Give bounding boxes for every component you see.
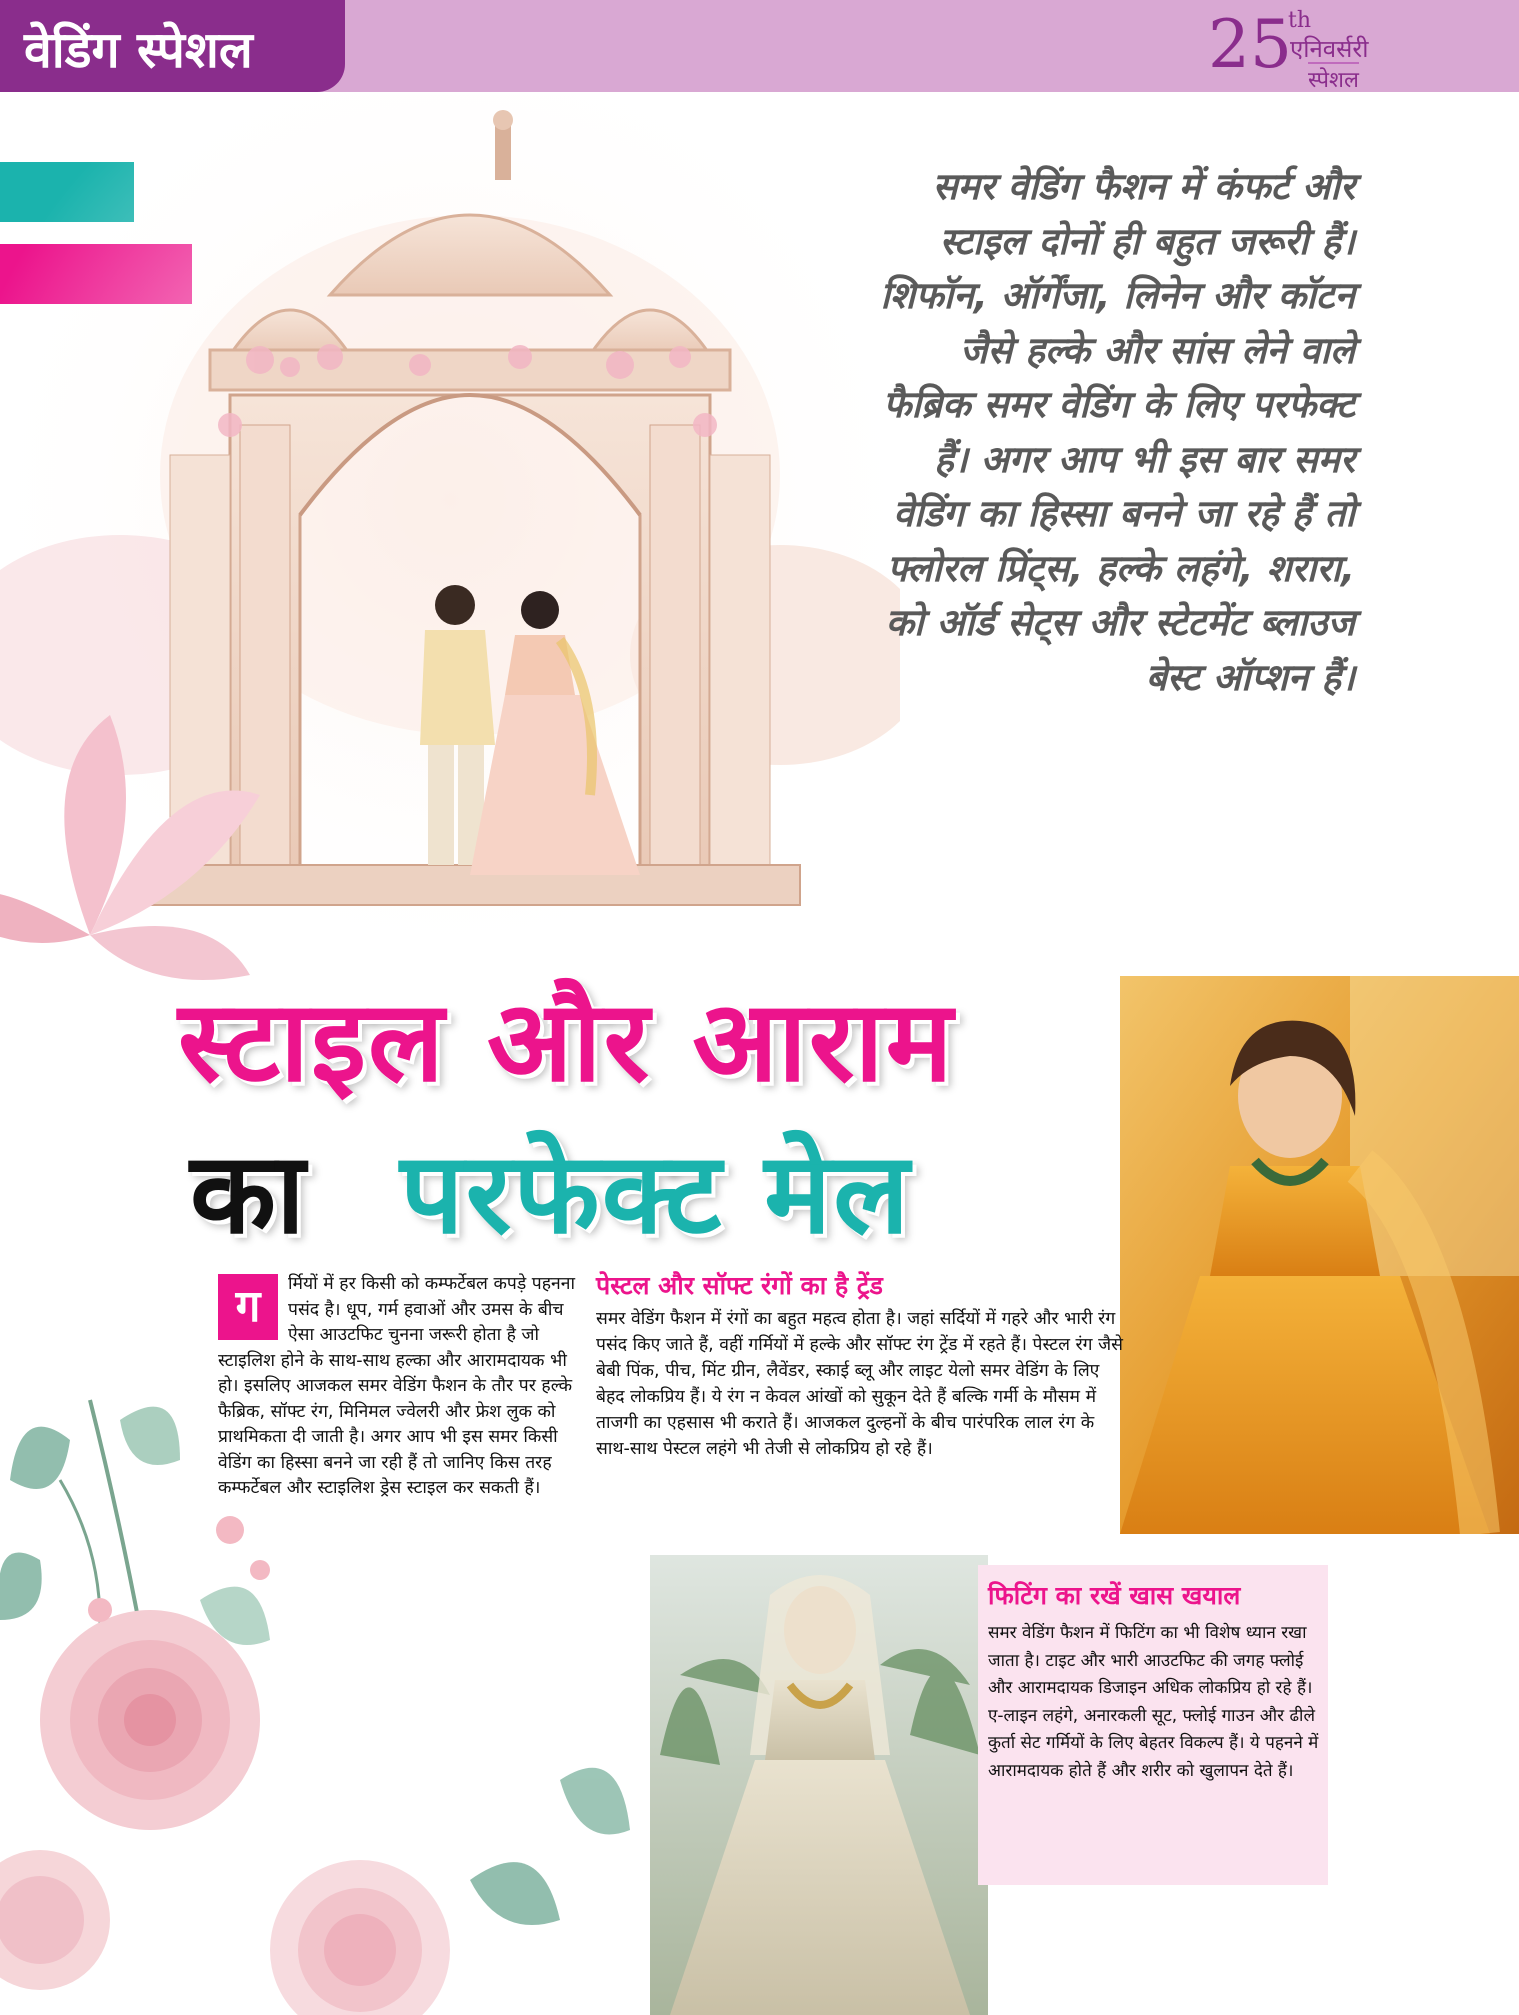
headline-line-1: स्टाइल और आराम <box>178 977 955 1107</box>
section-title: वेडिंग स्पेशल <box>24 21 253 79</box>
headline-line-2-teal: परफेक्ट मेल <box>400 1129 912 1259</box>
anniversary-logo <box>1208 6 1388 93</box>
fitting-section-heading: फिटिंग का रखें खास खयाल <box>988 1581 1241 1610</box>
yellow-lehenga-photo <box>1120 976 1519 1534</box>
fitting-section-body: समर वेडिंग फैशन में फिटिंग का भी विशेष ध्यान रखा जाता है। टाइट और भारी आउटफिट की जगह फ्लोई और आरामदायक डिजाइन अधिक लोकप्रिय हो रहे हैं। ए-लाइन लहंगे, अनारकली सूट, फ्लोई गाउन और ढीले कुर्ता सेट गर्मियों के लिए बेहतर विकल्प हैं। ये पहनने में आरामदायक होते हैं और शरीर को खुलापन देते हैं। <box>988 1623 1319 1781</box>
intro-column <box>218 1272 580 1502</box>
intro-italic-paragraph: समर वेडिंग फैशन में कंफर्ट और स्टाइल दोनों ही बहुत जरूरी हैं। शिफॉन, ऑर्गेंजा, लिनेन और कॉटन जैसे हल्के और सांस लेने वाले फैब्रिक समर वेडिंग के लिए परफेक्ट हैं। अगर आप भी इस बार समर वेडिंग का हिस्सा बनने जा रहे हैं तो फ्लोरल प्रिंट्स, हल्के लहंगे, शरारा, को ऑर्ड सेट्स और स्टेटमेंट ब्लाउज बेस्ट ऑप्शन हैं। <box>880 165 1355 699</box>
anniversary-label: एनिवर्सरी <box>1290 35 1369 63</box>
pastel-section-body: समर वेडिंग फैशन में रंगों का बहुत महत्व होता है। जहां सर्दियों में गहरे और भारी रंग पसंद किए जाते हैं, वहीं गर्मियों में हल्के और सॉफ्ट रंग ट्रेंड में रहते हैं। पेस्टल रंग जैसे बेबी पिंक, पीच, मिंट ग्रीन, लैवेंडर, स्काई ब्लू और लाइट येलो समर वेडिंग के लिए बेहद लोकप्रिय हैं। ये रंग न केवल आंखों को सुकून देते हैं बल्कि गर्मी के मौसम में ताजगी का एहसास भी कराते हैं। आजकल दुल्हनों के बीच पारंपरिक लाल रंग के साथ-साथ पेस्टल लहंगे भी तेजी से लोकप्रिय हो रहे हैं। <box>596 1309 1123 1459</box>
anniversary-special-label: स्पेशल <box>1308 62 1359 94</box>
anniversary-suffix: th <box>1288 8 1312 33</box>
drop-cap: ग <box>218 1274 278 1340</box>
anniversary-number: 25 <box>1208 6 1292 83</box>
bridal-lehenga-photo <box>650 1555 988 2015</box>
intro-column-text: र्मियों में हर किसी को कम्फर्टेबल कपड़े पहनना पसंद है। धूप, गर्म हवाओं और उमस के बीच ऐसा आउटफिट चुनना जरूरी होता है जो स्टाइलिश होने के साथ-साथ हल्का और आरामदायक भी हो। इसलिए आजकल समर वेडिंग फैशन के तौर पर हल्के फैब्रिक, सॉफ्ट रंग, मिनिमल ज्वेलरी और फ्रेश लुक को प्राथमिकता दी जाती है। अगर आप भी इस समर किसी वेडिंग का हिस्सा बनने जा रही हैं तो जानिए किस तरह कम्फर्टेबल और स्टाइलिश ड्रेस स्टाइल कर सकती हैं। <box>218 1274 575 1498</box>
hero-pavilion-illustration <box>0 95 900 995</box>
headline-line-2-black: का <box>190 1129 308 1259</box>
pastel-section-heading: पेस्टल और सॉफ्ट रंगों का है ट्रेंड <box>596 1271 883 1300</box>
